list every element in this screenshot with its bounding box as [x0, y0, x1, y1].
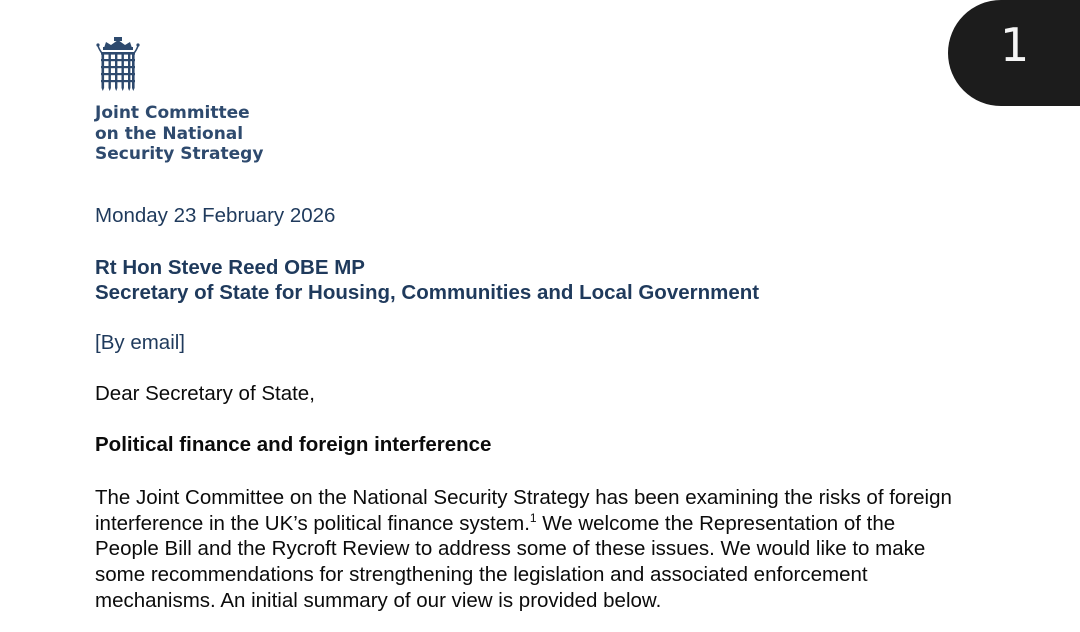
salutation: Dear Secretary of State, [95, 382, 315, 405]
body-line [95, 511, 952, 537]
delivery-method: [By email] [95, 331, 185, 354]
recipient-title: Secretary of State for Housing, Communities and Local Government [95, 281, 760, 304]
recipient-block [95, 255, 759, 305]
body-line: People Bill and the Rycroft Review to address some of these issues. We would like to make [95, 537, 926, 561]
committee-line: on the National [95, 123, 244, 144]
committee-line: Security Strategy [95, 144, 264, 164]
footnote-reference[interactable]: 1 [529, 510, 537, 525]
committee-name [95, 103, 355, 165]
body-line: mechanisms. An initial summary of our view is provided below. [95, 588, 662, 612]
portcullis-icon [94, 37, 142, 96]
body-text: We welcome the Representation of the [536, 511, 896, 535]
committee-line: Joint Committee [95, 103, 250, 123]
body-line: The Joint Committee on the National Security Strategy has been examining the risks of foreign [95, 486, 952, 509]
letter-subject: Political finance and foreign interference [95, 433, 492, 456]
letter-date: Monday 23 February 2026 [95, 204, 336, 227]
page-number-badge [948, 0, 1080, 106]
page-number: 1 [1000, 18, 1030, 72]
body-text: interference in the UK’s political finance system. [95, 511, 530, 535]
body-line: some recommendations for strengthening the legislation and associated enforcement [95, 563, 868, 587]
recipient-name: Rt Hon Steve Reed OBE MP [95, 256, 365, 279]
body-paragraph [95, 485, 952, 614]
